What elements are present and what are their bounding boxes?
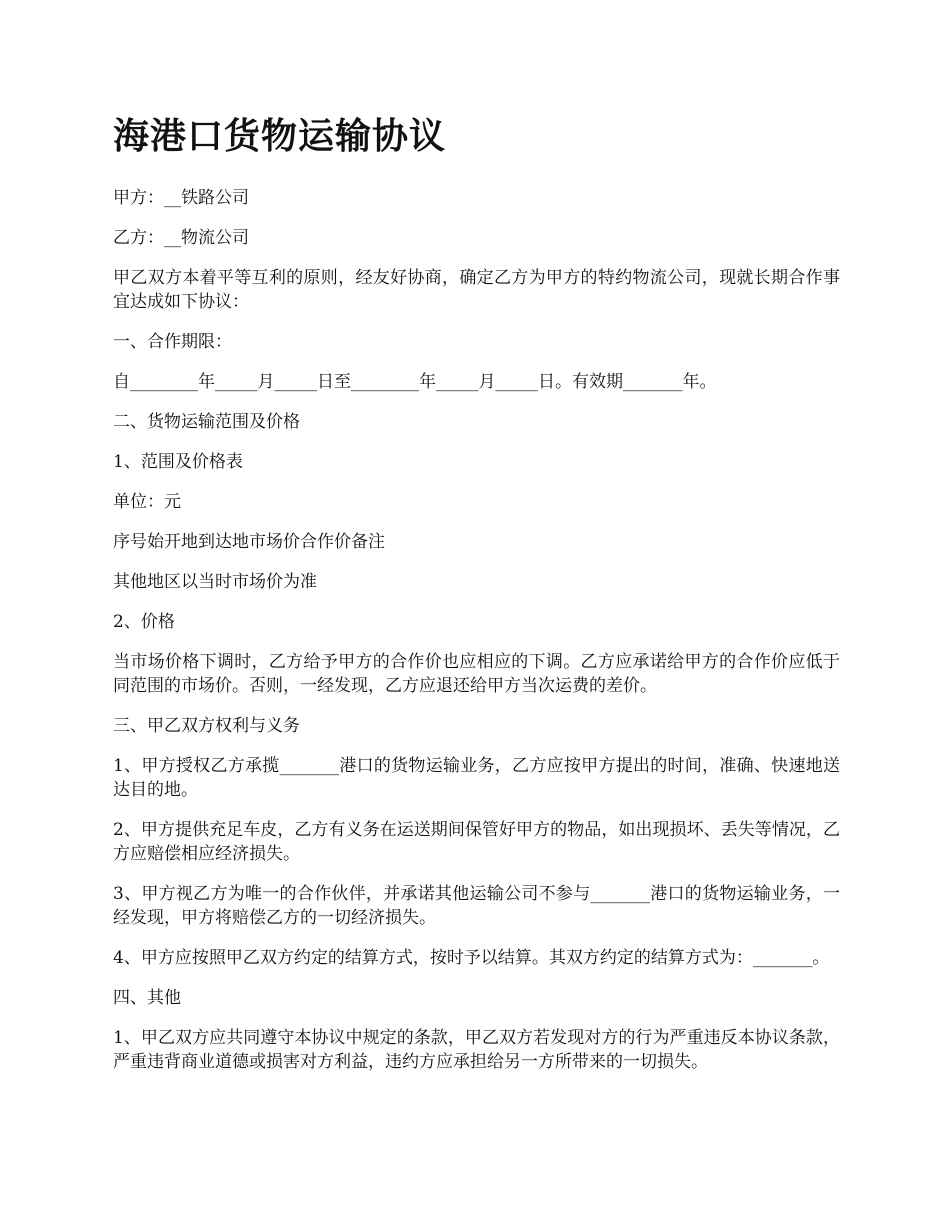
rights-clause-2: 2、甲方提供充足车皮，乙方有义务在运送期间保管好甲方的物品，如出现损坏、丢失等情况，乙方应赔偿相应经济损失。 [113, 820, 840, 864]
rights-clause-3: 3、甲方视乙方为唯一的合作伙伴，并承诺其他运输公司不参与_______港口的货物运输业务，一经发现，甲方将赔偿乙方的一切经济损失。 [113, 884, 840, 928]
party-a-line: 甲方：__铁路公司 [113, 188, 249, 208]
document-page [113, 112, 840, 1090]
rights-clause-4: 4、甲方应按照甲乙双方约定的结算方式，按时予以结算。其双方约定的结算方式为：_______。 [113, 948, 830, 968]
term-dates-line: 自________年_____月_____日至________年_____月_____日。有效期_______年。 [113, 372, 717, 392]
other-clause-1: 1、甲乙双方应共同遵守本协议中规定的条款，甲乙双方若发现对方的行为严重违反本协议条款，严重违背商业道德或损害对方利益，违约方应承担给另一方所带来的一切损失。 [113, 1028, 840, 1072]
party-b-line: 乙方：__物流公司 [113, 228, 249, 248]
section-heading-term: 一、合作期限： [113, 332, 232, 352]
section-heading-scope-price: 二、货物运输范围及价格 [113, 412, 300, 432]
preamble-paragraph: 甲乙双方本着平等互利的原则，经友好协商，确定乙方为甲方的特约物流公司，现就长期合作事宜达成如下协议： [113, 268, 840, 312]
unit-line: 单位：元 [113, 492, 181, 512]
section-heading-rights-duties: 三、甲乙双方权利与义务 [113, 716, 300, 736]
price-paragraph: 当市场价格下调时，乙方给予甲方的合作价也应相应的下调。乙方应承诺给甲方的合作价应低于同范围的市场价。否则，一经发现，乙方应退还给甲方当次运费的差价。 [113, 652, 840, 696]
scope-price-subheading: 1、范围及价格表 [113, 452, 243, 472]
rights-clause-1: 1、甲方授权乙方承揽_______港口的货物运输业务，乙方应按甲方提出的时间，准确、快速地送达目的地。 [113, 756, 840, 800]
document-title: 海港口货物运输协议 [113, 116, 447, 157]
other-regions-line: 其他地区以当时市场价为准 [113, 572, 317, 592]
price-subheading: 2、价格 [113, 612, 175, 632]
price-table-header-line: 序号始开地到达地市场价合作价备注 [113, 532, 385, 552]
section-heading-other: 四、其他 [113, 988, 181, 1008]
